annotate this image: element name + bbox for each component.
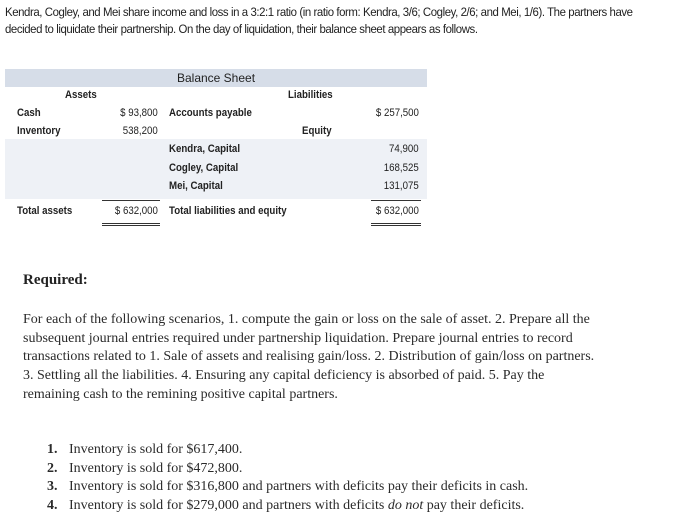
cash-value: $ 93,800 [120, 107, 158, 119]
scenario-number: 1. [47, 442, 58, 457]
total-assets-double-rule [102, 223, 160, 226]
balance-sheet-table [5, 69, 427, 229]
list-item [47, 441, 528, 460]
required-heading: Required: [23, 272, 88, 288]
cash-label: Cash [17, 107, 41, 119]
mei-capital-label: Mei, Capital [169, 180, 223, 192]
accounts-payable-value: $ 257,500 [375, 107, 419, 119]
scenario-list [47, 441, 528, 515]
accounts-payable-label: Accounts payable [169, 107, 252, 119]
scenario-number: 2. [47, 460, 58, 476]
required-instructions: For each of the following scenarios, 1. compute the gain or loss on the sale of asset. 2. Prepare all the subsequent journal entries required under partnership liquidation. Prepare journal entries to record transactions related to 1. Sale of assets and realising gain/loss. 2. Distribution of gain/loss on partners. 3. Settling all the liabilities. 4. Ensuring any capital deficiency is absorbed of paid. 5. Pay the remaining cash to the remining positive capital partners. [23, 312, 595, 402]
total-assets-value: $ 632,000 [114, 205, 158, 217]
list-item [47, 497, 528, 515]
cogley-capital-value: 168,525 [384, 162, 419, 174]
scenario-text: Inventory is sold for $316,800 and partners with deficits pay their deficits in cash. [69, 479, 529, 495]
assets-header: Assets [65, 89, 97, 101]
inventory-value: 538,200 [123, 125, 158, 137]
kendra-capital-value: 74,900 [389, 143, 419, 155]
cogley-capital-label: Cogley, Capital [169, 162, 239, 174]
equity-header: Equity [302, 125, 332, 137]
total-liab-double-rule [371, 223, 421, 226]
scenario-text-emphasis: do not [387, 497, 424, 513]
total-liab-equity-value: $ 632,000 [375, 205, 419, 217]
balance-sheet-title: Balance Sheet [5, 69, 427, 87]
scenario-text-post: pay their deficits. [423, 497, 525, 513]
kendra-capital-label: Kendra, Capital [169, 143, 241, 155]
total-liab-equity-label: Total liabilities and equity [169, 205, 287, 217]
assets-subtotal-rule [102, 200, 160, 201]
scenario-text: Inventory is sold for $472,800. [69, 460, 243, 476]
liabilities-header: Liabilities [288, 89, 333, 101]
total-assets-label: Total assets [17, 205, 73, 217]
scenario-text-pre: Inventory is sold for $279,000 and partners with deficits [69, 497, 388, 513]
inventory-label: Inventory [17, 125, 61, 137]
list-item [47, 478, 528, 497]
scenario-number: 3. [47, 479, 58, 495]
equity-subtotal-rule [371, 200, 421, 201]
mei-capital-value: 131,075 [384, 180, 419, 192]
list-item [47, 460, 528, 479]
scenario-number: 4. [47, 497, 58, 513]
scenario-text: Inventory is sold for $617,400. [69, 442, 243, 457]
problem-intro: Kendra, Cogley, and Mei share income and loss in a 3:2:1 ratio (in ratio form: Kendra, 3/6; Cogley, 2/6; and Mei, 1/6). The partners have decided to liquidate their partnership. On the day of liquidation, their balance sheet appears as follows. [5, 5, 633, 36]
